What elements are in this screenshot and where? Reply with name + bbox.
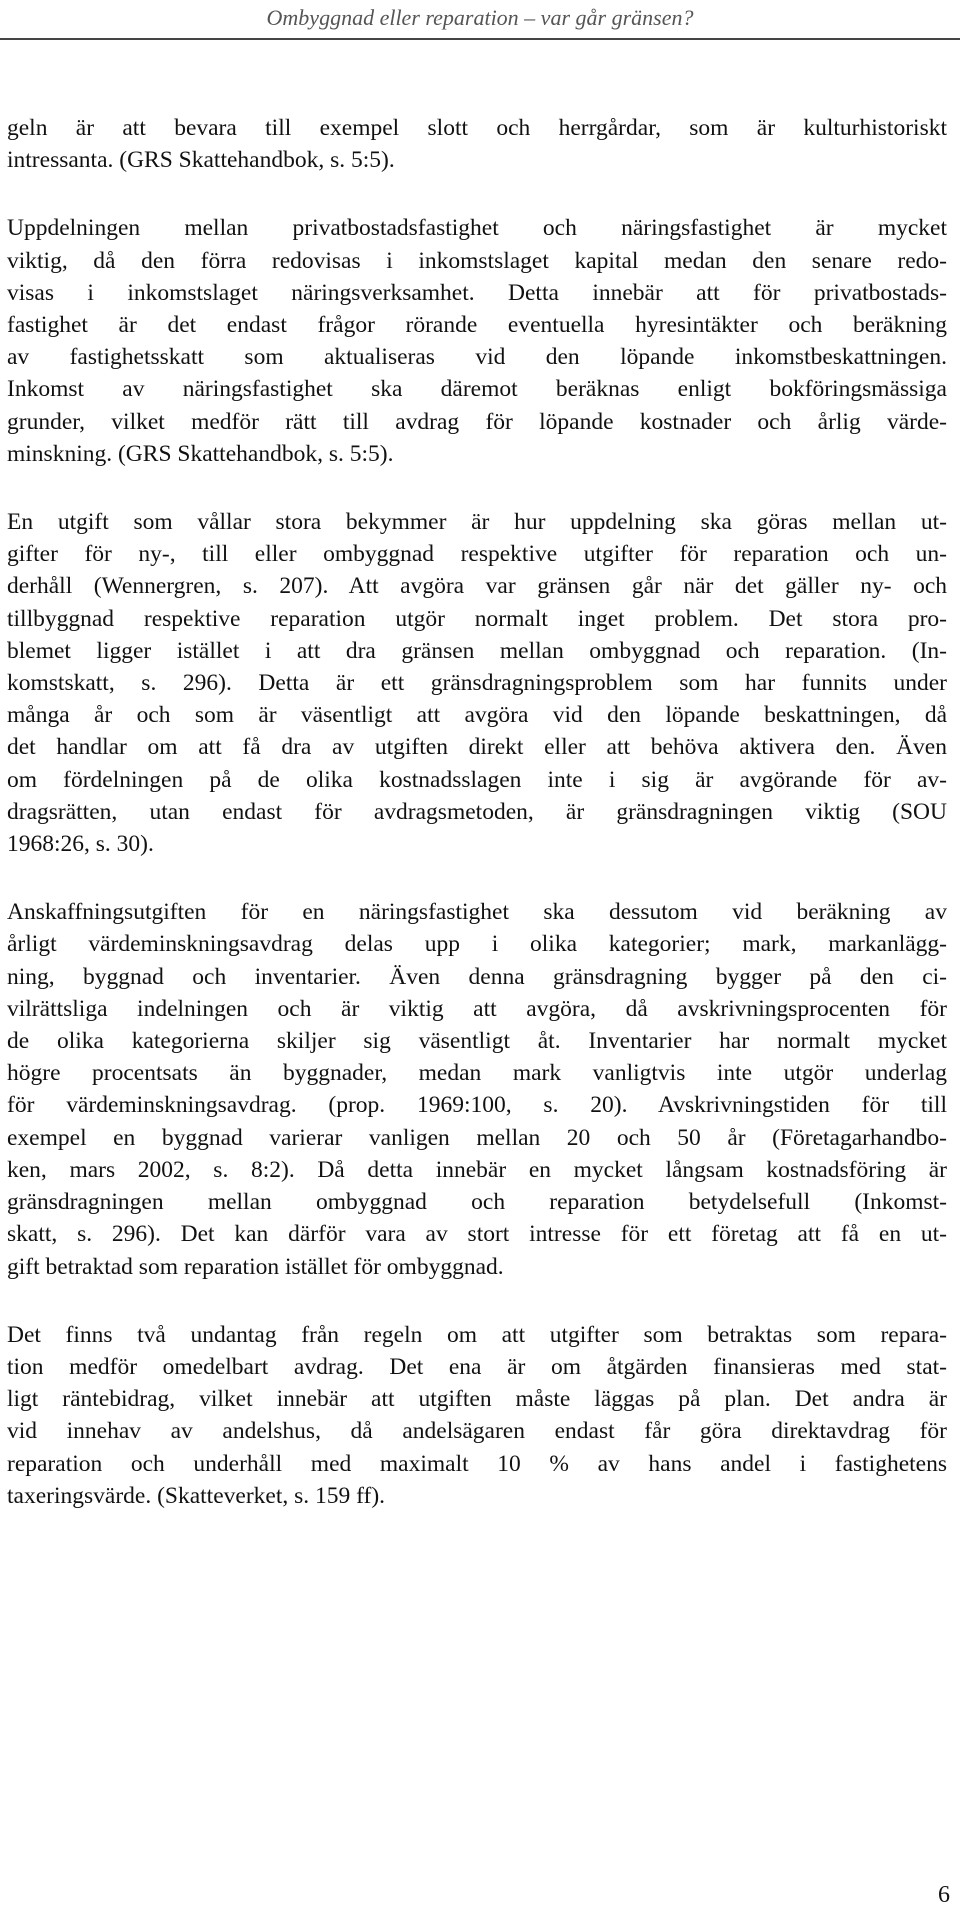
- text-line: reparation och underhåll med maximalt 10 % av hans andel i fastighetens: [7, 1450, 947, 1477]
- text-line: Det finns två undantag från regeln om att utgifter som betraktas som repara-: [7, 1321, 947, 1348]
- text-line: dragsrätten, utan endast för avdragsmetoden, är gränsdragningen viktig (SOU: [7, 798, 947, 825]
- text-line: årligt värdeminskningsavdrag delas upp i olika kategorier; mark, markanlägg-: [7, 931, 947, 958]
- text-line: grunder, vilket medför rätt till avdrag för löpande kostnader och årlig värde-: [7, 408, 947, 435]
- paragraph: [7, 212, 947, 470]
- paragraph: [7, 1319, 947, 1512]
- header-title: Ombyggnad eller reparation – var går gränsen?: [266, 5, 694, 30]
- text-line: intressanta. (GRS Skattehandbok, s. 5:5).: [7, 147, 395, 174]
- text-line: skatt, s. 296). Det kan därför vara av stort intresse för ett företag att få en ut-: [7, 1221, 947, 1248]
- text-line: Uppdelningen mellan privatbostadsfastighet och näringsfastighet är mycket: [7, 215, 947, 242]
- text-line: geln är att bevara till exempel slott och herrgårdar, som är kulturhistoriskt: [7, 115, 947, 141]
- text-line: gränsdragningen mellan ombyggnad och reparation betydelsefull (Inkomst-: [7, 1189, 947, 1216]
- text-line: högre procentsats än byggnader, medan mark vanligtvis inte utgör underlag: [7, 1060, 947, 1087]
- text-line: derhåll (Wennergren, s. 207). Att avgöra var gränsen går när det gäller ny- och: [7, 573, 947, 600]
- text-line: många år och som är väsentligt att avgöra vid den löpande beskattningen, då: [7, 702, 947, 729]
- text-line: ken, mars 2002, s. 8:2). Då detta innebär en mycket långsam kostnadsföring är: [7, 1156, 947, 1183]
- text-line: ligt räntebidrag, vilket innebär att utgiften måste läggas på plan. Det andra är: [7, 1386, 947, 1413]
- text-line: av fastighetsskatt som aktualiseras vid den löpande inkomstbeskattningen.: [7, 344, 947, 371]
- text-line: En utgift som vållar stora bekymmer är hur uppdelning ska göras mellan ut-: [7, 509, 947, 536]
- text-line: de olika kategorierna skiljer sig väsentligt åt. Inventarier har normalt mycket: [7, 1028, 947, 1055]
- text-line: fastighet är det endast frågor rörande eventuella hyresintäkter och beräkning: [7, 312, 947, 339]
- text-line: gift betraktad som reparation istället för ombyggnad.: [7, 1253, 504, 1280]
- running-header: [0, 0, 960, 44]
- header-rule: [0, 38, 960, 40]
- text-line: minskning. (GRS Skattehandbok, s. 5:5).: [7, 440, 394, 467]
- text-line: tillbyggnad respektive reparation utgör normalt inget problem. Det stora pro-: [7, 605, 947, 632]
- text-line: taxeringsvärde. (Skatteverket, s. 159 ff).: [7, 1482, 386, 1509]
- text-line: blemet ligger istället i att dra gränsen mellan ombyggnad och reparation. (In-: [7, 637, 947, 664]
- text-line: visas i inkomstslaget näringsverksamhet. Detta innebär att för privatbostads-: [7, 279, 947, 306]
- body-text: [7, 112, 947, 1548]
- page-number: 6: [938, 1882, 950, 1908]
- text-line: det handlar om att få dra av utgiften direkt eller att behöva aktivera den. Även: [7, 734, 947, 761]
- paragraph: [7, 112, 947, 176]
- text-line: om fördelningen på de olika kostnadsslagen inte i sig är avgörande för av-: [7, 766, 947, 793]
- text-line: komstskatt, s. 296). Detta är ett gränsdragningsproblem som har funnits under: [7, 670, 947, 697]
- text-line: Anskaffningsutgiften för en näringsfastighet ska dessutom vid beräkning av: [7, 899, 947, 926]
- text-line: exempel en byggnad varierar vanligen mellan 20 och 50 år (Företagarhandbo-: [7, 1124, 947, 1151]
- text-line: ning, byggnad och inventarier. Även denna gränsdragning bygger på den ci-: [7, 963, 947, 990]
- text-line: viktig, då den förra redovisas i inkomstslaget kapital medan den senare redo-: [7, 247, 947, 274]
- text-line: Inkomst av näringsfastighet ska däremot beräknas enligt bokföringsmässiga: [7, 376, 947, 403]
- text-line: vid innehav av andelshus, då andelsägaren endast får göra direktavdrag för: [7, 1418, 947, 1445]
- text-line: gifter för ny-, till eller ombyggnad respektive utgifter för reparation och un-: [7, 541, 947, 568]
- paragraph: [7, 506, 947, 860]
- text-line: för värdeminskningsavdrag. (prop. 1969:100, s. 20). Avskrivningstiden för till: [7, 1092, 947, 1119]
- text-line: 1968:26, s. 30).: [7, 831, 154, 858]
- paragraph: [7, 896, 947, 1282]
- text-line: vilrättsliga indelningen och är viktig att avgöra, då avskrivningsprocenten för: [7, 995, 947, 1022]
- text-line: tion medför omedelbart avdrag. Det ena är om åtgärden finansieras med stat-: [7, 1353, 947, 1380]
